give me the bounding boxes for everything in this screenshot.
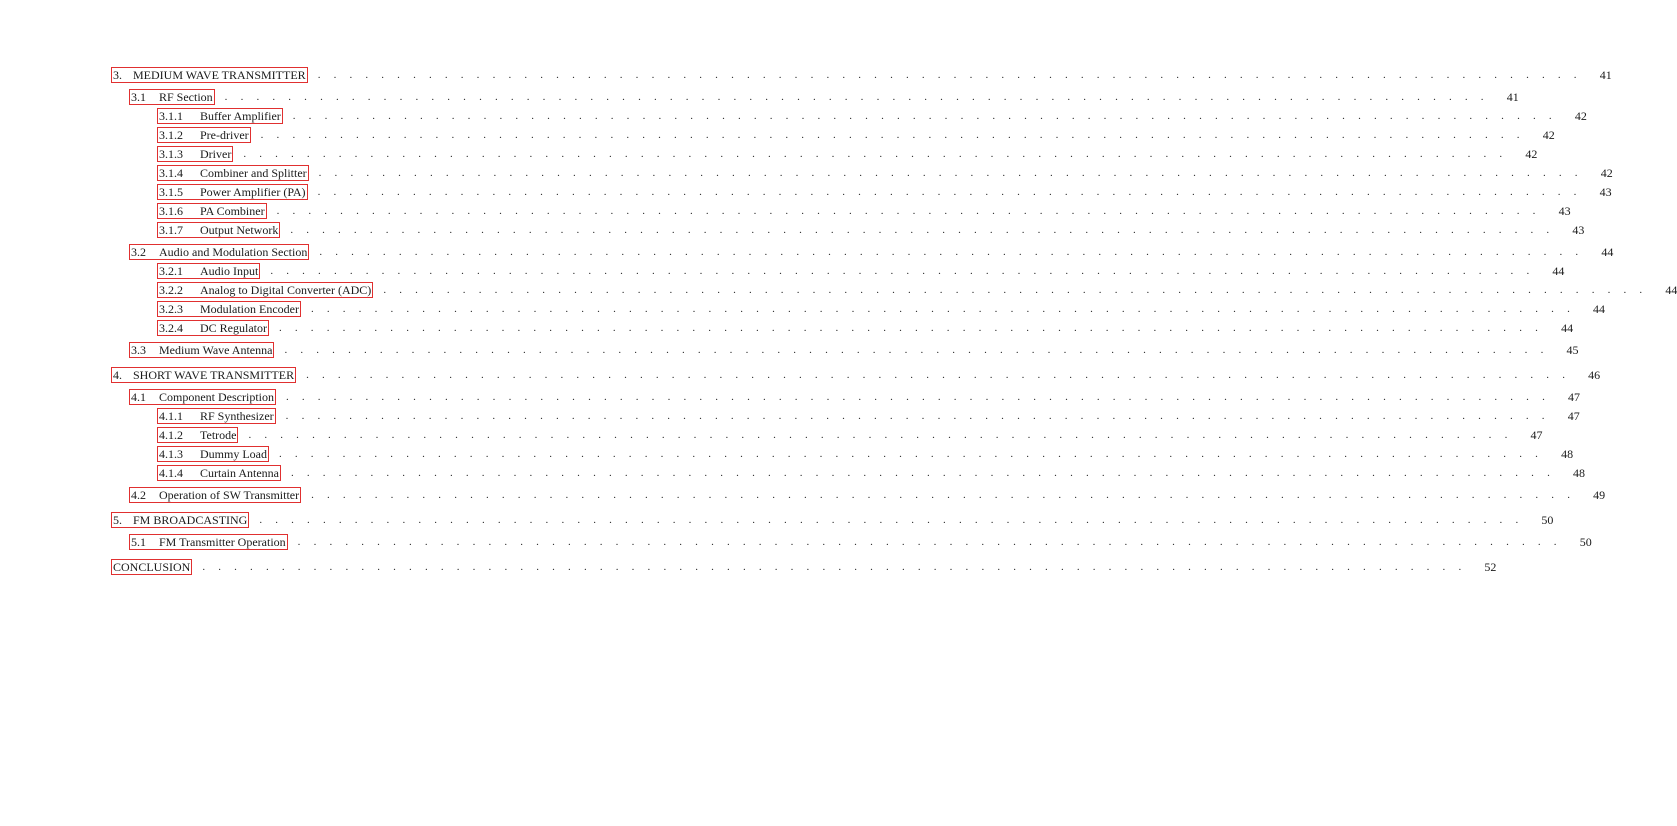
dot-leader: . . . . . . . . . . . . . . . . . . . . . . . . . . . . . . . . . . . . . . . . . . . . . . . . . . . . . . . . . . . . . . . . . . . . . . . . . . . . . . . .: [317, 69, 1582, 81]
dot-leader: . . . . . . . . . . . . . . . . . . . . . . . . . . . . . . . . . . . . . . . . . . . . . . . . . . . . . . . . . . . . . . . . . . . . . . . . . . . . . . . .: [292, 110, 1557, 122]
dot-leader: . . . . . . . . . . . . . . . . . . . . . . . . . . . . . . . . . . . . . . . . . . . . . . . . . . . . . . . . . . . . . . . . . . . . . . . . . . . . . . . .: [248, 429, 1513, 441]
toc-entry-number: 3.1.2: [159, 128, 183, 142]
toc-entry-title: Curtain Antenna: [200, 466, 279, 480]
toc-entry-link[interactable]: [157, 184, 308, 200]
toc-entry-title: Buffer Amplifier: [200, 109, 281, 123]
toc-entry-number: 3.1.5: [159, 185, 183, 199]
toc-entry-title: Combiner and Splitter: [200, 166, 307, 180]
toc-entry-link[interactable]: [111, 67, 308, 83]
toc-entry: [129, 534, 1592, 550]
toc-entry-page: 45: [1566, 343, 1579, 357]
toc-entry-link[interactable]: [129, 244, 309, 260]
toc-entry-number: 3.1.4: [159, 166, 183, 180]
toc-entry-link[interactable]: [157, 301, 301, 317]
toc-entry-page: 42: [1574, 109, 1587, 123]
toc-entry-title: Pre-driver: [200, 128, 249, 142]
toc-entry-page: 43: [1599, 185, 1612, 199]
toc-entry-title: DC Regulator: [200, 321, 267, 335]
toc-entry-number: 4.1.4: [159, 466, 183, 480]
toc-entry: [157, 282, 1677, 298]
toc-entry-title: MEDIUM WAVE TRANSMITTER: [133, 68, 306, 82]
toc-entry-page: 44: [1552, 264, 1565, 278]
toc-entry-page: 41: [1506, 90, 1519, 104]
toc-entry: [157, 222, 1585, 238]
toc-entry: [157, 408, 1580, 424]
toc-entry: [157, 446, 1574, 462]
toc-entry-page: 48: [1573, 466, 1586, 480]
toc-entry: [111, 512, 1554, 528]
toc-entry-number: 4.1.2: [159, 428, 183, 442]
toc-entry: [157, 465, 1586, 481]
toc-entry-title: Analog to Digital Converter (ADC): [200, 283, 372, 297]
toc-entry-link[interactable]: [157, 446, 269, 462]
toc-entry: [157, 108, 1587, 124]
toc-entry: [157, 301, 1606, 317]
toc-entry-title: Power Amplifier (PA): [200, 185, 306, 199]
toc-entry-number: 3.1.3: [159, 147, 183, 161]
toc-entry: [129, 389, 1581, 405]
toc-entry: [157, 203, 1571, 219]
toc-entry: [111, 559, 1497, 575]
toc-entry-title: SHORT WAVE TRANSMITTER: [133, 368, 295, 382]
toc-entry-link[interactable]: [111, 512, 249, 528]
toc-entry-number: 3.2.3: [159, 302, 183, 316]
toc-entry-page: 49: [1593, 488, 1606, 502]
toc-entry-page: 44: [1593, 302, 1606, 316]
toc-entry-link[interactable]: [157, 203, 267, 219]
toc-entry: [129, 342, 1579, 358]
toc-entry-title: FM BROADCASTING: [133, 513, 248, 527]
toc-entry-title: Audio Input: [200, 264, 259, 278]
toc-entry-link[interactable]: [157, 427, 238, 443]
toc-entry: [129, 244, 1614, 260]
toc-entry-number: 4.1.3: [159, 447, 183, 461]
toc-entry-number: 4.: [113, 368, 122, 382]
toc-entry-title: CONCLUSION: [113, 560, 191, 574]
dot-leader: . . . . . . . . . . . . . . . . . . . . . . . . . . . . . . . . . . . . . . . . . . . . . . . . . . . . . . . . . . . . . . . . . . . . . . . . . . . . . . . .: [318, 167, 1583, 179]
toc-entry-number: 3.: [113, 68, 122, 82]
dot-leader: . . . . . . . . . . . . . . . . . . . . . . . . . . . . . . . . . . . . . . . . . . . . . . . . . . . . . . . . . . . . . . . . . . . . . . . . . . . . . . . .: [285, 410, 1550, 422]
toc-entry-link[interactable]: [129, 487, 301, 503]
toc-entry-link[interactable]: [157, 222, 280, 238]
toc-entry-number: 3.1.1: [159, 109, 183, 123]
toc-entry-link[interactable]: [157, 165, 309, 181]
toc-entry-link[interactable]: [157, 465, 281, 481]
toc-entry-page: 42: [1525, 147, 1538, 161]
toc-entry-page: 41: [1599, 68, 1612, 82]
toc-entry-title: Driver: [200, 147, 232, 161]
dot-leader: . . . . . . . . . . . . . . . . . . . . . . . . . . . . . . . . . . . . . . . . . . . . . . . . . . . . . . . . . . . . . . . . . . . . . . . . . . . . . . . .: [290, 224, 1555, 236]
toc-entry-title: Tetrode: [200, 428, 237, 442]
dot-leader: . . . . . . . . . . . . . . . . . . . . . . . . . . . . . . . . . . . . . . . . . . . . . . . . . . . . . . . . . . . . . . . . . . . . . . . . . . . . . . . .: [317, 186, 1582, 198]
toc-entry-page: 47: [1567, 409, 1580, 423]
toc-entry-number: 3.2.2: [159, 283, 183, 297]
toc-entry-link[interactable]: [111, 367, 296, 383]
toc-entry: [157, 165, 1613, 181]
toc-entry-page: 47: [1568, 390, 1581, 404]
toc-entry-number: 3.3: [131, 343, 146, 357]
toc-entry-page: 46: [1588, 368, 1601, 382]
toc-entry-number: 4.2: [131, 488, 146, 502]
dot-leader: . . . . . . . . . . . . . . . . . . . . . . . . . . . . . . . . . . . . . . . . . . . . . . . . . . . . . . . . . . . . . . . . . . . . . . . . . . . . . . . .: [243, 148, 1508, 160]
toc-entry-link[interactable]: [157, 263, 260, 279]
dot-leader: . . . . . . . . . . . . . . . . . . . . . . . . . . . . . . . . . . . . . . . . . . . . . . . . . . . . . . . . . . . . . . . . . . . . . . . . . . . . . . . .: [279, 448, 1544, 460]
dot-leader: . . . . . . . . . . . . . . . . . . . . . . . . . . . . . . . . . . . . . . . . . . . . . . . . . . . . . . . . . . . . . . . . . . . . . . . . . . . . . . . .: [319, 246, 1584, 258]
toc-entry: [157, 184, 1612, 200]
toc-entry-number: 3.1.7: [159, 223, 183, 237]
dot-leader: . . . . . . . . . . . . . . . . . . . . . . . . . . . . . . . . . . . . . . . . . . . . . . . . . . . . . . . . . . . . . . . . . . . . . . . . . . . . . . . .: [306, 369, 1571, 381]
toc-entry-title: Audio and Modulation Section: [159, 245, 308, 259]
toc-entry: [111, 67, 1612, 83]
toc-entry-page: 44: [1601, 245, 1614, 259]
toc-entry-page: 42: [1542, 128, 1555, 142]
toc-entry: [157, 127, 1555, 143]
toc-entry-page: 43: [1572, 223, 1585, 237]
toc-entry-link[interactable]: [157, 408, 276, 424]
toc-entry-page: 50: [1541, 513, 1554, 527]
dot-leader: . . . . . . . . . . . . . . . . . . . . . . . . . . . . . . . . . . . . . . . . . . . . . . . . . . . . . . . . . . . . . . . . . . . . . . . . . . . . . . . .: [383, 284, 1648, 296]
toc-entry-page: 47: [1530, 428, 1543, 442]
toc-entry-number: 3.2.4: [159, 321, 183, 335]
dot-leader: . . . . . . . . . . . . . . . . . . . . . . . . . . . . . . . . . . . . . . . . . . . . . . . . . . . . . . . . . . . . . . . . . . . . . . . . . . . . . . . .: [259, 514, 1524, 526]
toc-entry-number: 3.1: [131, 90, 146, 104]
toc-entry-link[interactable]: [157, 108, 283, 124]
dot-leader: . . . . . . . . . . . . . . . . . . . . . . . . . . . . . . . . . . . . . . . . . . . . . . . . . . . . . . . . . . . . . . . . . . . . . . . . . . . . . . . .: [260, 129, 1525, 141]
dot-leader: . . . . . . . . . . . . . . . . . . . . . . . . . . . . . . . . . . . . . . . . . . . . . . . . . . . . . . . . . . . . . . . . . . . . . . . . . . . . . . . .: [202, 561, 1467, 573]
toc-entry-page: 48: [1561, 447, 1574, 461]
toc-entry-title: Modulation Encoder: [200, 302, 299, 316]
toc-entry-link[interactable]: [129, 389, 276, 405]
dot-leader: . . . . . . . . . . . . . . . . . . . . . . . . . . . . . . . . . . . . . . . . . . . . . . . . . . . . . . . . . . . . . . . . . . . . . . . . . . . . . . . .: [311, 489, 1576, 501]
toc-entry-number: 4.1: [131, 390, 146, 404]
dot-leader: . . . . . . . . . . . . . . . . . . . . . . . . . . . . . . . . . . . . . . . . . . . . . . . . . . . . . . . . . . . . . . . . . . . . . . . . . . . . . . . .: [297, 536, 1562, 548]
toc-entry-title: PA Combiner: [200, 204, 265, 218]
dot-leader: . . . . . . . . . . . . . . . . . . . . . . . . . . . . . . . . . . . . . . . . . . . . . . . . . . . . . . . . . . . . . . . . . . . . . . . . . . . . . . . .: [279, 322, 1544, 334]
toc-entry-title: Dummy Load: [200, 447, 267, 461]
toc-entry-link[interactable]: [111, 559, 192, 575]
toc-entry-number: 5.: [113, 513, 122, 527]
toc-entry-title: FM Transmitter Operation: [159, 535, 286, 549]
toc-entry-link[interactable]: [157, 282, 373, 298]
toc-entry-title: Output Network: [200, 223, 279, 237]
toc-entry-link[interactable]: [157, 146, 233, 162]
dot-leader: . . . . . . . . . . . . . . . . . . . . . . . . . . . . . . . . . . . . . . . . . . . . . . . . . . . . . . . . . . . . . . . . . . . . . . . . . . . . . . . .: [284, 344, 1549, 356]
dot-leader: . . . . . . . . . . . . . . . . . . . . . . . . . . . . . . . . . . . . . . . . . . . . . . . . . . . . . . . . . . . . . . . . . . . . . . . . . . . . . . . .: [224, 91, 1489, 103]
toc-entry-number: 3.2.1: [159, 264, 183, 278]
toc-entry-title: Operation of SW Transmitter: [159, 488, 300, 502]
toc-entry-page: 44: [1561, 321, 1574, 335]
toc-entry-link[interactable]: [129, 342, 274, 358]
toc-entry-title: RF Synthesizer: [200, 409, 274, 423]
toc-entry-page: 44: [1665, 283, 1677, 297]
toc-entry: [157, 146, 1538, 162]
dot-leader: . . . . . . . . . . . . . . . . . . . . . . . . . . . . . . . . . . . . . . . . . . . . . . . . . . . . . . . . . . . . . . . . . . . . . . . . . . . . . . . .: [270, 265, 1535, 277]
toc-entry-page: 43: [1558, 204, 1571, 218]
toc-entry: [129, 89, 1519, 105]
toc-entry-page: 52: [1484, 560, 1497, 574]
dot-leader: . . . . . . . . . . . . . . . . . . . . . . . . . . . . . . . . . . . . . . . . . . . . . . . . . . . . . . . . . . . . . . . . . . . . . . . . . . . . . . . .: [290, 467, 1556, 479]
toc-entry: [129, 487, 1606, 503]
toc-entry-link[interactable]: [129, 534, 288, 550]
toc-entry-link[interactable]: [129, 89, 215, 105]
toc-entry-link[interactable]: [157, 320, 269, 336]
toc-entry: [157, 427, 1543, 443]
toc-entry: [157, 320, 1574, 336]
toc-entry-number: 3.1.6: [159, 204, 183, 218]
toc-entry-title: RF Section: [159, 90, 213, 104]
toc-entry-number: 5.1: [131, 535, 146, 549]
toc-entry-number: 4.1.1: [159, 409, 183, 423]
dot-leader: . . . . . . . . . . . . . . . . . . . . . . . . . . . . . . . . . . . . . . . . . . . . . . . . . . . . . . . . . . . . . . . . . . . . . . . . . . . . . . . .: [285, 391, 1551, 403]
toc-entry: [157, 263, 1565, 279]
toc-entry-page: 42: [1600, 166, 1613, 180]
toc-entry-number: 3.2: [131, 245, 146, 259]
toc-entry: [111, 367, 1601, 383]
toc-entry-title: Medium Wave Antenna: [159, 343, 273, 357]
toc-entry-page: 50: [1579, 535, 1592, 549]
dot-leader: . . . . . . . . . . . . . . . . . . . . . . . . . . . . . . . . . . . . . . . . . . . . . . . . . . . . . . . . . . . . . . . . . . . . . . . . . . . . . . . .: [276, 205, 1541, 217]
toc-entry-link[interactable]: [157, 127, 251, 143]
toc-entry-title: Component Description: [159, 390, 274, 404]
dot-leader: . . . . . . . . . . . . . . . . . . . . . . . . . . . . . . . . . . . . . . . . . . . . . . . . . . . . . . . . . . . . . . . . . . . . . . . . . . . . . . . .: [310, 303, 1576, 315]
